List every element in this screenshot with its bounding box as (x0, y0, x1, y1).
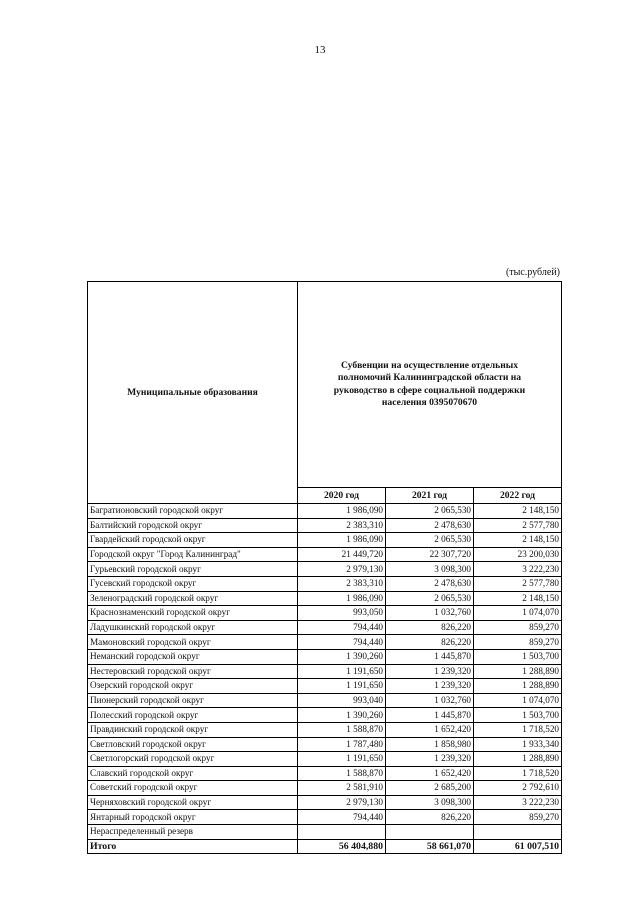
table-row (88, 562, 562, 577)
value-cell: 2 383,310 (298, 576, 386, 591)
municipality-name: Нераспределенный резерв (88, 825, 298, 840)
value-cell: 2 577,780 (474, 576, 562, 591)
table-row (88, 766, 562, 781)
table-row (88, 708, 562, 723)
table-row (88, 620, 562, 635)
value-cell: 1 288,890 (474, 752, 562, 767)
table-row (88, 825, 562, 840)
municipality-name: Янтарный городской округ (88, 810, 298, 825)
municipality-name: Балтийский городской округ (88, 518, 298, 533)
municipality-name: Зеленоградский городской округ (88, 591, 298, 606)
value-cell: 2 065,530 (386, 591, 474, 606)
value-cell: 2 979,130 (298, 795, 386, 810)
value-cell: 1 986,090 (298, 533, 386, 548)
value-cell (386, 825, 474, 840)
value-cell: 1 588,870 (298, 766, 386, 781)
value-cell: 1 445,870 (386, 649, 474, 664)
value-cell: 826,220 (386, 810, 474, 825)
value-cell: 23 200,030 (474, 547, 562, 562)
value-cell: 1 933,340 (474, 737, 562, 752)
table-row (88, 722, 562, 737)
table-row (88, 606, 562, 621)
column-header-municipalities: Муниципальные образования (88, 282, 298, 504)
municipality-name: Багратионовский городской округ (88, 504, 298, 519)
value-cell: 2 383,310 (298, 518, 386, 533)
value-cell: 1 787,480 (298, 737, 386, 752)
value-cell: 2 478,630 (386, 518, 474, 533)
value-cell: 3 098,300 (386, 795, 474, 810)
municipality-name: Полесский городской округ (88, 708, 298, 723)
total-row (88, 839, 562, 854)
total-value: 61 007,510 (474, 839, 562, 854)
value-cell (298, 825, 386, 840)
value-cell: 1 074,070 (474, 606, 562, 621)
table-row (88, 504, 562, 519)
table-row (88, 649, 562, 664)
value-cell: 1 032,760 (386, 606, 474, 621)
table-body (88, 504, 562, 854)
municipality-name: Городской округ "Город Калининград" (88, 547, 298, 562)
value-cell: 1 858,980 (386, 737, 474, 752)
value-cell: 22 307,720 (386, 547, 474, 562)
value-cell: 1 503,700 (474, 708, 562, 723)
value-cell: 794,440 (298, 620, 386, 635)
municipality-name: Краснознаменский городской округ (88, 606, 298, 621)
value-cell: 794,440 (298, 810, 386, 825)
subvention-table (87, 281, 562, 854)
value-cell: 1 986,090 (298, 504, 386, 519)
total-label: Итого (88, 839, 298, 854)
page-number: 13 (314, 44, 326, 56)
value-cell: 993,040 (298, 693, 386, 708)
value-cell: 2 065,530 (386, 504, 474, 519)
municipality-name: Гусевский городской округ (88, 576, 298, 591)
value-cell: 2 685,200 (386, 781, 474, 796)
value-cell: 1 718,520 (474, 766, 562, 781)
table-row (88, 635, 562, 650)
municipality-name: Мамоновский городской округ (88, 635, 298, 650)
value-cell: 1 652,420 (386, 722, 474, 737)
municipality-name: Ладушкинский городской округ (88, 620, 298, 635)
subvention-header-text: Субвенции на осуществление отдельных полномочий Калининградской области на руководство в сфере социальной поддержки населения 0395070670 (333, 359, 526, 408)
value-cell: 993,050 (298, 606, 386, 621)
value-cell: 1 445,870 (386, 708, 474, 723)
value-cell: 2 148,150 (474, 533, 562, 548)
value-cell: 1 032,760 (386, 693, 474, 708)
municipality-name: Советский городской округ (88, 781, 298, 796)
value-cell: 1 986,090 (298, 591, 386, 606)
value-cell: 1 288,890 (474, 679, 562, 694)
value-cell: 826,220 (386, 635, 474, 650)
table-row (88, 737, 562, 752)
value-cell: 1 390,260 (298, 649, 386, 664)
value-cell: 826,220 (386, 620, 474, 635)
municipality-name: Светловский городской округ (88, 737, 298, 752)
units-label: (тыс.рублей) (505, 267, 560, 278)
value-cell: 859,270 (474, 620, 562, 635)
value-cell: 1 503,700 (474, 649, 562, 664)
value-cell: 2 792,610 (474, 781, 562, 796)
value-cell: 2 478,630 (386, 576, 474, 591)
value-cell: 1 652,420 (386, 766, 474, 781)
column-header-subvention (298, 282, 562, 488)
year-header-2020: 2020 год (298, 488, 386, 504)
municipality-name: Озерский городской округ (88, 679, 298, 694)
table-row (88, 752, 562, 767)
municipality-name: Правдинский городской округ (88, 722, 298, 737)
table-row (88, 518, 562, 533)
municipality-name: Славский городской округ (88, 766, 298, 781)
value-cell: 859,270 (474, 810, 562, 825)
value-cell: 1 390,260 (298, 708, 386, 723)
municipality-name: Гвардейский городской округ (88, 533, 298, 548)
value-cell: 1 191,650 (298, 679, 386, 694)
value-cell: 1 191,650 (298, 664, 386, 679)
value-cell: 3 098,300 (386, 562, 474, 577)
value-cell: 1 191,650 (298, 752, 386, 767)
table-row (88, 810, 562, 825)
value-cell: 794,440 (298, 635, 386, 650)
total-value: 56 404,880 (298, 839, 386, 854)
value-cell: 1 239,320 (386, 664, 474, 679)
value-cell: 2 148,150 (474, 504, 562, 519)
value-cell: 1 239,320 (386, 752, 474, 767)
table-row (88, 591, 562, 606)
value-cell: 2 577,780 (474, 518, 562, 533)
table-row (88, 664, 562, 679)
value-cell (474, 825, 562, 840)
municipality-name: Пионерский городской округ (88, 693, 298, 708)
value-cell: 1 074,070 (474, 693, 562, 708)
municipality-name: Светлогорский городской округ (88, 752, 298, 767)
value-cell: 3 222,230 (474, 795, 562, 810)
value-cell: 1 588,870 (298, 722, 386, 737)
table-row (88, 679, 562, 694)
value-cell: 859,270 (474, 635, 562, 650)
year-header-2022: 2022 год (474, 488, 562, 504)
table-row (88, 576, 562, 591)
table-row (88, 795, 562, 810)
municipality-name: Нестеровский городской округ (88, 664, 298, 679)
value-cell: 1 288,890 (474, 664, 562, 679)
year-header-2021: 2021 год (386, 488, 474, 504)
value-cell: 1 718,520 (474, 722, 562, 737)
value-cell: 2 148,150 (474, 591, 562, 606)
value-cell: 2 065,530 (386, 533, 474, 548)
municipality-name: Неманский городской округ (88, 649, 298, 664)
value-cell: 2 581,910 (298, 781, 386, 796)
municipality-name: Черняховский городской округ (88, 795, 298, 810)
table-row (88, 547, 562, 562)
value-cell: 21 449,720 (298, 547, 386, 562)
table-row (88, 781, 562, 796)
table-row (88, 693, 562, 708)
table-row (88, 533, 562, 548)
total-value: 58 661,070 (386, 839, 474, 854)
value-cell: 2 979,130 (298, 562, 386, 577)
value-cell: 1 239,320 (386, 679, 474, 694)
value-cell: 3 222,230 (474, 562, 562, 577)
municipality-name: Гурьевский городской округ (88, 562, 298, 577)
